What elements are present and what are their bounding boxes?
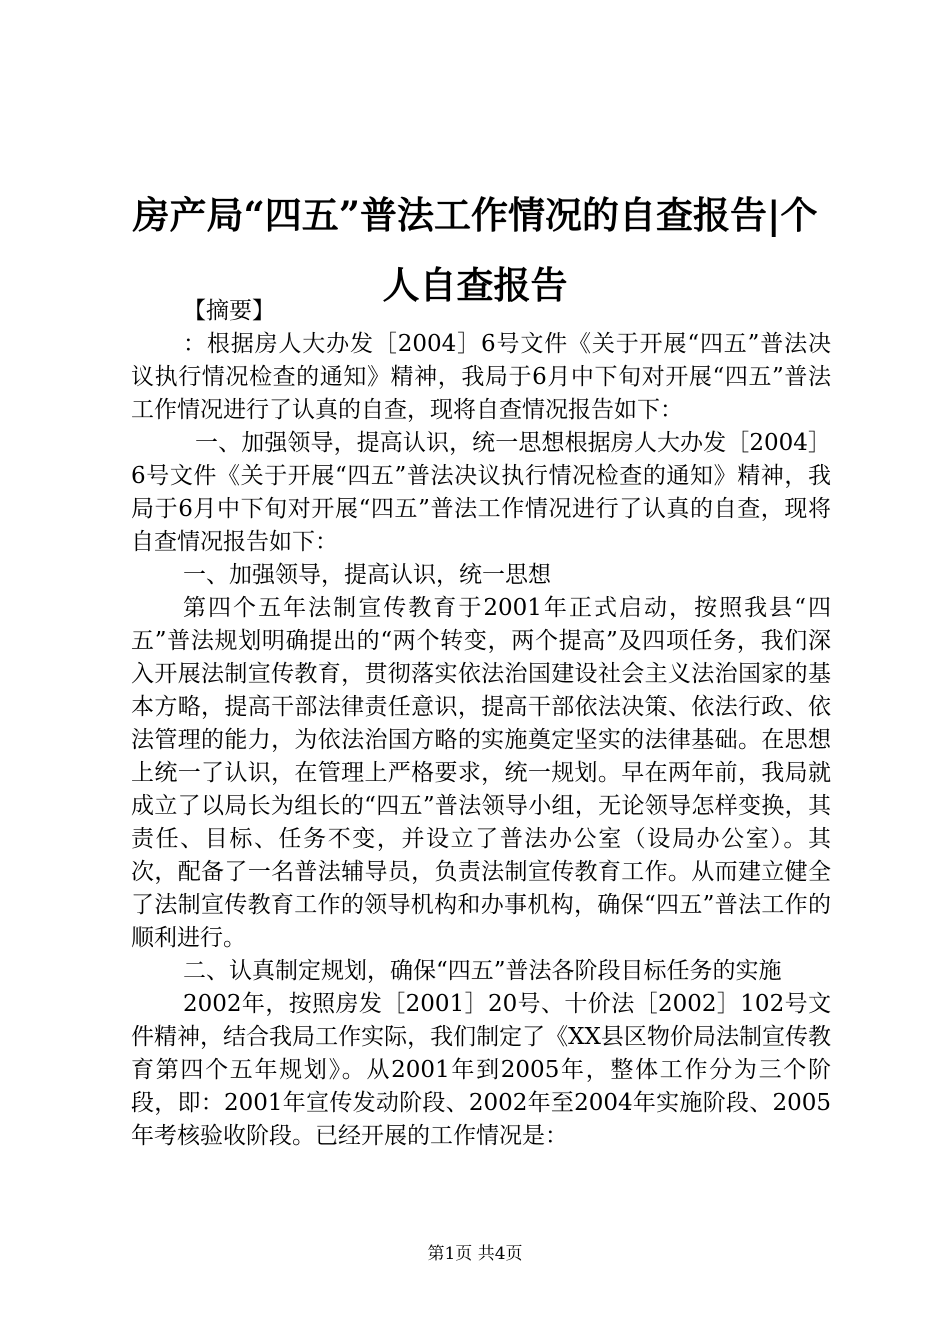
section-heading-two: 二、认真制定规划，确保“四五”普法各阶段目标任务的实施 xyxy=(183,958,782,984)
page-indicator: 第1页 共4页 xyxy=(427,1244,523,1264)
paragraph-section-two-body: 2002年，按照房发［2001］20号、十价法［2002］102号文件精神，结合我局工作实际，我们制定了《XX县区物价局法制宣传教育第四个五年规划》。从2001年到2005年，整体工作分为三个阶段，即：2001年宣传发动阶段、2002年至2004年实施阶段、2005年考核验收阶段。已经开展的工作情况是： xyxy=(131,991,831,1149)
paragraph-section-one-summary: 一、加强领导，提高认识，统一思想根据房人大办发［2004］6号文件《关于开展“四五”普法决议执行情况检查的通知》精神，我局于6月中下旬对开展“四五”普法工作情况进行了认真的自查，现将自查情况报告如下： xyxy=(131,430,831,555)
document-body xyxy=(131,295,831,1153)
section-heading-one: 一、加强领导，提高认识，统一思想 xyxy=(183,562,551,588)
paragraph-section-one-body: 第四个五年法制宣传教育于2001年正式启动，按照我县“四五”普法规划明确提出的“两个转变，两个提高”及四项任务，我们深入开展法制宣传教育，贯彻落实依法治国建设社会主义法治国家的基本方略，提高干部法律责任意识，提高干部依法决策、依法行政、依法管理的能力，为依法治国方略的实施奠定坚实的法律基础。在思想上统一了认识，在管理上严格要求，统一规划。早在两年前，我局就成立了以局长为组长的“四五”普法领导小组，无论领导怎样变换，其责任、目标、任务不变，并设立了普法办公室（设局办公室）。其次，配备了一名普法辅导员，负责法制宣传教育工作。从而建立健全了法制宣传教育工作的领导机构和办事机构，确保“四五”普法工作的顺利进行。 xyxy=(131,595,831,951)
paragraph-intro: ：根据房人大办发［2004］6号文件《关于开展“四五”普法决议执行情况检查的通知》精神，我局于6月中下旬对开展“四五”普法工作情况进行了认真的自查，现将自查情况报告如下： xyxy=(131,331,831,423)
abstract-label: 【摘要】 xyxy=(183,298,275,324)
document-title: 房产局“四五”普法工作情况的自查报告|个人自查报告 xyxy=(132,193,818,307)
page-footer xyxy=(0,1243,950,1265)
